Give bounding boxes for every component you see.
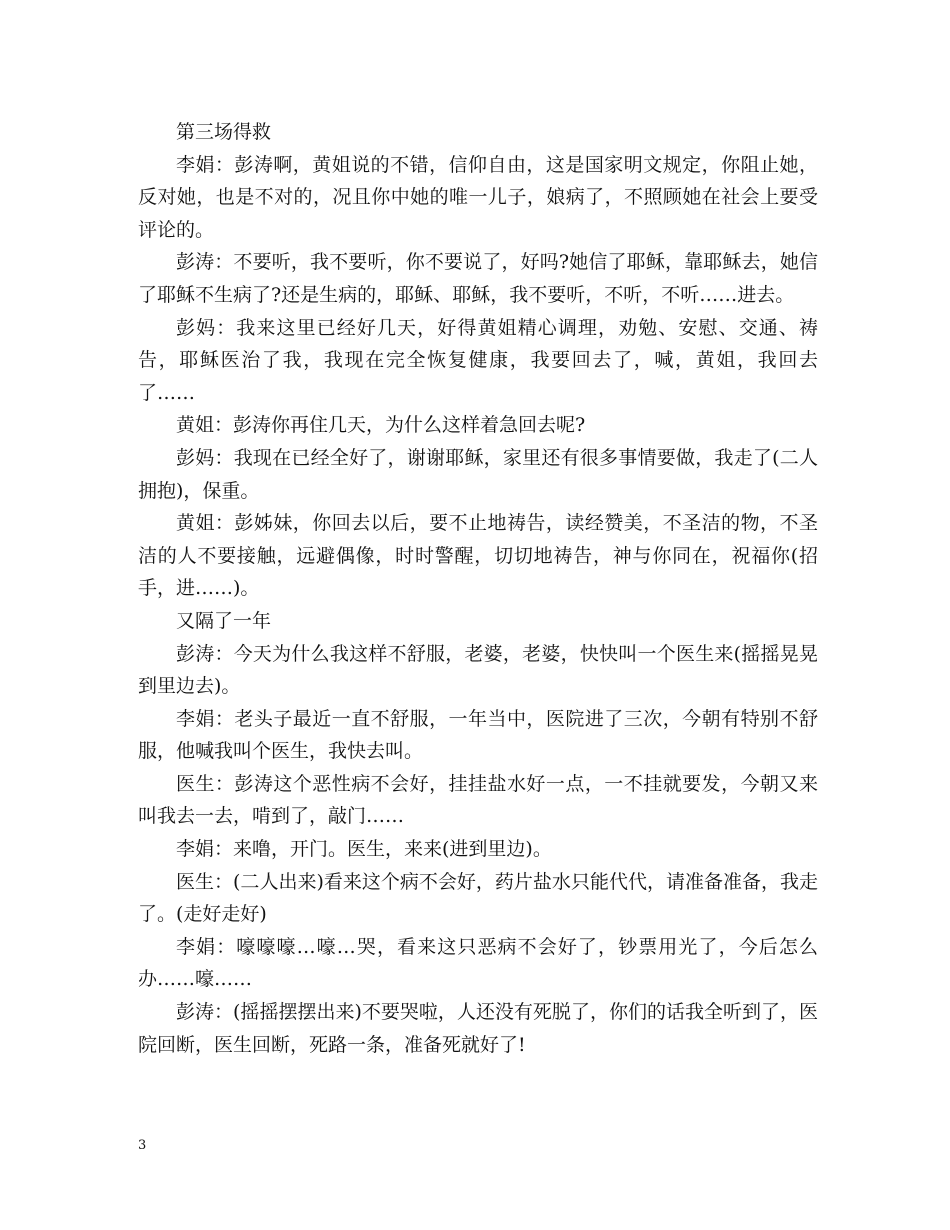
dialogue-paragraph: 彭涛：(摇摇摆摆出来)不要哭啦，人还没有死脱了，你们的话我全听到了，医院回断，医生回断，死路一条，准备死就好了!: [138, 1001, 818, 1056]
dialogue-paragraph: 彭涛：不要听，我不要听，你不要说了，好吗?她信了耶稣，靠耶稣去，她信了耶稣不生病了?还是生病的，耶稣、耶稣，我不要听，不听，不听……进去。: [138, 251, 818, 306]
dialogue-paragraph: 彭妈：我来这里已经好几天，好得黄姐精心调理，劝勉、安慰、交通、祷告，耶稣医治了我，我现在完全恢复健康，我要回去了，喊，黄姐，我回去了……: [138, 316, 818, 404]
dialogue-paragraph: 李娟：彭涛啊，黄姐说的不错，信仰自由，这是国家明文规定，你阻止她，反对她，也是不对的，况且你中她的唯一儿子，娘病了，不照顾她在社会上要受评论的。: [138, 153, 818, 241]
dialogue-paragraph: 医生：彭涛这个恶性病不会好，挂挂盐水好一点，一不挂就要发，今朝又来叫我去一去，啃到了，敲门……: [138, 772, 818, 828]
scene-heading: 第三场得救: [176, 121, 272, 143]
dialogue-paragraph: 彭涛：今天为什么我这样不舒服，老婆，老婆，快快叫一个医生来(摇摇晃晃到里边去)。: [138, 642, 818, 698]
page-number: 3: [138, 1138, 147, 1153]
dialogue-paragraph: 李娟：来噜，开门。医生，来来(进到里边)。: [176, 838, 552, 861]
dialogue-paragraph: 医生：(二人出来)看来这个病不会好，药片盐水只能代代，请准备准备，我走了。(走好走好): [138, 870, 818, 926]
dialogue-paragraph: 李娟：老头子最近一直不舒服，一年当中，医院进了三次，今朝有特别不舒服，他喊我叫个医生，我快去叫。: [138, 707, 818, 763]
scene-heading: 又隔了一年: [176, 609, 272, 632]
dialogue-paragraph: 彭妈：我现在已经全好了，谢谢耶稣，家里还有很多事情要做，我走了(二人拥抱)，保重。: [138, 446, 818, 502]
dialogue-paragraph: 黄姐：彭姊妹，你回去以后，要不止地祷告，读经赞美，不圣洁的物，不圣洁的人不要接触，远避偶像，时时警醒，切切地祷告，神与你同在，祝福你(招手，进……)。: [138, 512, 818, 600]
script-text-body: [138, 116, 818, 1061]
dialogue-paragraph: 黄姐：彭涛你再住几天，为什么这样着急回去呢?: [176, 414, 586, 437]
dialogue-paragraph: 李娟：嚎嚎嚎…嚎…哭，看来这只恶病不会好了，钞票用光了，今后怎么办……嚎……: [138, 935, 818, 991]
